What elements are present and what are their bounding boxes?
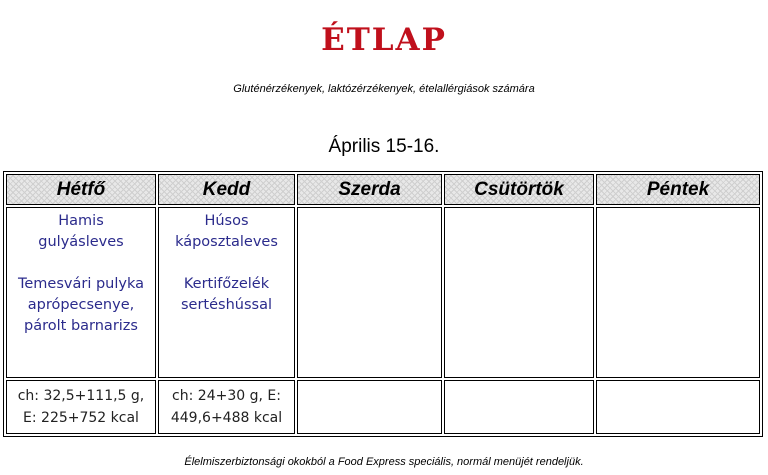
day-header-row xyxy=(6,174,760,205)
day-header-thursday: Csütörtök xyxy=(444,174,594,205)
tuesday-soup-line1: Húsos xyxy=(204,213,249,229)
day-header-friday: Péntek xyxy=(596,174,760,205)
dish-cell-thursday xyxy=(444,207,594,378)
menu-date: Április 15-16. xyxy=(328,136,440,157)
tuesday-main-line1: Kertifőzelék xyxy=(183,276,270,292)
nutrition-cell-wednesday xyxy=(297,380,442,434)
tuesday-soup-line2: káposztaleves xyxy=(175,234,278,250)
dish-cell-wednesday xyxy=(297,207,442,378)
dish-cell-monday xyxy=(6,207,156,378)
nutrition-row xyxy=(6,380,760,434)
day-header-wednesday: Szerda xyxy=(297,174,442,205)
dish-cell-friday xyxy=(596,207,760,378)
page-subtitle: Gluténérzékenyek, laktózérzékenyek, ételallérgiások számára xyxy=(233,83,535,95)
dish-row xyxy=(6,207,760,378)
nutrition-cell-monday xyxy=(6,380,156,434)
monday-nutrition-line1: ch: 32,5+111,5 g, xyxy=(17,388,145,404)
nutrition-cell-tuesday xyxy=(158,380,295,434)
footer-note: Élelmiszerbiztonsági okokból a Food Express speciális, normál menüjét rendeljük. xyxy=(184,456,584,468)
monday-main-line1: Temesvári pulyka xyxy=(17,276,144,292)
monday-soup-line2: gulyásleves xyxy=(38,234,124,250)
dish-cell-tuesday xyxy=(158,207,295,378)
tuesday-nutrition-line2: 449,6+488 kcal xyxy=(170,410,283,426)
monday-main-line2: aprópecsenye, xyxy=(27,297,135,313)
tuesday-nutrition-line1: ch: 24+30 g, E: xyxy=(172,388,281,404)
day-header-tuesday: Kedd xyxy=(158,174,295,205)
nutrition-cell-thursday xyxy=(444,380,594,434)
monday-nutrition-line2: E: 225+752 kcal xyxy=(23,410,139,426)
page-title: ÉTLAP xyxy=(321,22,447,58)
menu-table xyxy=(3,171,763,437)
tuesday-main-line2: sertéshússal xyxy=(180,297,272,313)
monday-soup-line1: Hamis xyxy=(58,213,104,229)
monday-main-line3: párolt barnarizs xyxy=(24,318,138,334)
nutrition-cell-friday xyxy=(596,380,760,434)
day-header-monday: Hétfő xyxy=(6,174,156,205)
